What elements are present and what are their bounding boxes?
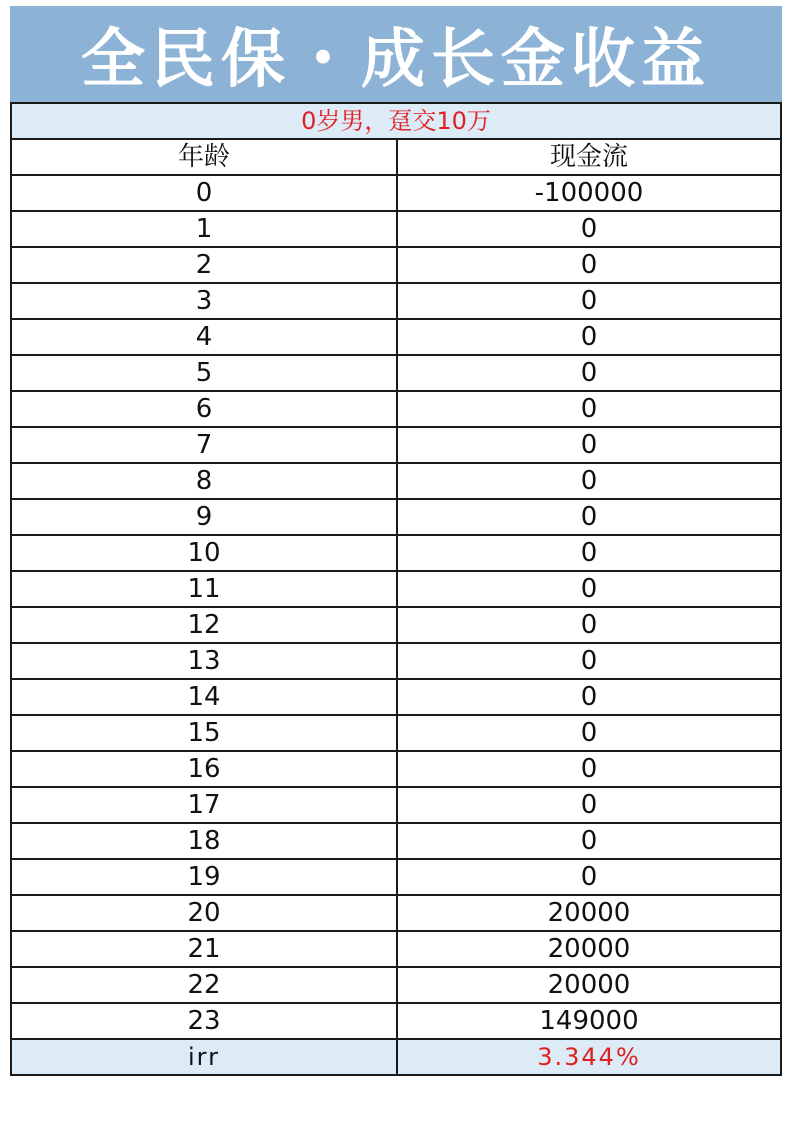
table-row (11, 679, 781, 715)
page-title: 全民保・成长金收益 (81, 23, 711, 97)
table-row (11, 535, 781, 571)
table-row (11, 499, 781, 535)
subtitle-cell[interactable]: 0岁男，趸交10万 (11, 103, 781, 139)
cashflow-cell[interactable]: 0 (397, 607, 781, 643)
age-cell[interactable]: 11 (11, 571, 397, 607)
age-cell[interactable]: 4 (11, 319, 397, 355)
cashflow-cell[interactable]: 0 (397, 211, 781, 247)
age-cell[interactable]: 17 (11, 787, 397, 823)
cashflow-cell[interactable]: 0 (397, 787, 781, 823)
cashflow-cell[interactable]: 0 (397, 391, 781, 427)
cashflow-table (10, 102, 782, 1076)
title-bar (10, 6, 782, 102)
cashflow-cell[interactable]: 0 (397, 751, 781, 787)
table-row (11, 283, 781, 319)
table-row (11, 715, 781, 751)
age-cell[interactable]: 15 (11, 715, 397, 751)
cashflow-cell[interactable]: 0 (397, 643, 781, 679)
table-row (11, 967, 781, 1003)
age-cell[interactable]: 3 (11, 283, 397, 319)
table-row (11, 1003, 781, 1039)
cashflow-cell[interactable]: 0 (397, 499, 781, 535)
table-row (11, 211, 781, 247)
cashflow-cell[interactable]: -100000 (397, 175, 781, 211)
table-row (11, 895, 781, 931)
cashflow-cell[interactable]: 0 (397, 679, 781, 715)
age-cell[interactable]: 12 (11, 607, 397, 643)
subtitle-row (11, 103, 781, 139)
table-row (11, 391, 781, 427)
age-cell[interactable]: 2 (11, 247, 397, 283)
age-cell[interactable]: 14 (11, 679, 397, 715)
irr-value[interactable]: 3.344% (397, 1039, 781, 1075)
age-cell[interactable]: 20 (11, 895, 397, 931)
cashflow-cell[interactable]: 20000 (397, 895, 781, 931)
cashflow-cell[interactable]: 0 (397, 247, 781, 283)
table-row (11, 319, 781, 355)
table-row (11, 787, 781, 823)
age-cell[interactable]: 16 (11, 751, 397, 787)
age-cell[interactable]: 19 (11, 859, 397, 895)
cashflow-cell[interactable]: 0 (397, 355, 781, 391)
cashflow-cell[interactable]: 0 (397, 319, 781, 355)
age-cell[interactable]: 23 (11, 1003, 397, 1039)
table-row (11, 427, 781, 463)
age-cell[interactable]: 22 (11, 967, 397, 1003)
cashflow-cell[interactable]: 0 (397, 463, 781, 499)
cashflow-cell[interactable]: 20000 (397, 931, 781, 967)
table-row (11, 247, 781, 283)
age-cell[interactable]: 10 (11, 535, 397, 571)
table-row (11, 859, 781, 895)
age-cell[interactable]: 9 (11, 499, 397, 535)
table-row (11, 463, 781, 499)
table-row (11, 931, 781, 967)
age-cell[interactable]: 0 (11, 175, 397, 211)
age-cell[interactable]: 8 (11, 463, 397, 499)
cashflow-cell[interactable]: 149000 (397, 1003, 781, 1039)
age-cell[interactable]: 18 (11, 823, 397, 859)
table-row (11, 607, 781, 643)
table-row (11, 571, 781, 607)
age-cell[interactable]: 1 (11, 211, 397, 247)
irr-label[interactable]: irr (11, 1039, 397, 1075)
age-cell[interactable]: 21 (11, 931, 397, 967)
table-row (11, 643, 781, 679)
cashflow-cell[interactable]: 0 (397, 535, 781, 571)
irr-row (11, 1039, 781, 1075)
table-row (11, 751, 781, 787)
cashflow-cell[interactable]: 0 (397, 823, 781, 859)
cashflow-cell[interactable]: 0 (397, 571, 781, 607)
cashflow-cell[interactable]: 0 (397, 283, 781, 319)
age-cell[interactable]: 7 (11, 427, 397, 463)
cashflow-cell[interactable]: 0 (397, 427, 781, 463)
header-age[interactable]: 年龄 (11, 139, 397, 175)
cashflow-cell[interactable]: 20000 (397, 967, 781, 1003)
age-cell[interactable]: 6 (11, 391, 397, 427)
cashflow-cell[interactable]: 0 (397, 859, 781, 895)
table-row (11, 355, 781, 391)
header-row (11, 139, 781, 175)
age-cell[interactable]: 5 (11, 355, 397, 391)
table-row (11, 175, 781, 211)
table-row (11, 823, 781, 859)
age-cell[interactable]: 13 (11, 643, 397, 679)
header-cashflow[interactable]: 现金流 (397, 139, 781, 175)
cashflow-cell[interactable]: 0 (397, 715, 781, 751)
